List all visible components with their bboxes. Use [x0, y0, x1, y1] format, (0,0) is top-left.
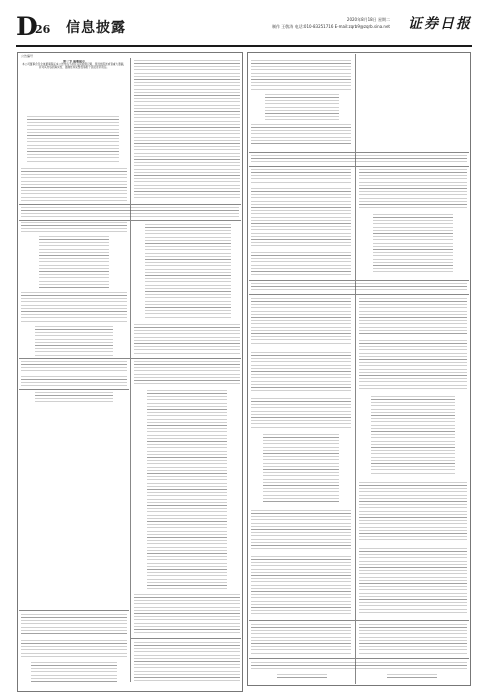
text-block	[134, 324, 240, 356]
issue-date: 2020年8月18日 星期二	[346, 17, 390, 22]
text-block	[359, 548, 467, 614]
text-block	[145, 224, 231, 320]
text-block	[21, 222, 127, 232]
row-divider	[249, 294, 469, 295]
text-block	[251, 352, 351, 392]
text-block	[21, 168, 127, 202]
text-block	[21, 640, 127, 658]
text-block	[251, 624, 351, 654]
text-block	[359, 169, 467, 209]
text-block	[265, 94, 339, 120]
text-block	[251, 252, 351, 276]
page-number: 26	[35, 23, 51, 36]
text-block	[251, 510, 351, 550]
left-column	[17, 52, 243, 692]
text-block	[251, 188, 351, 248]
row-divider	[249, 658, 469, 659]
text-block	[134, 594, 240, 634]
text-block	[251, 124, 351, 146]
row-divider	[19, 610, 129, 611]
text-block	[21, 361, 127, 373]
text-block	[21, 292, 127, 322]
text-block	[263, 434, 339, 504]
column-divider	[130, 58, 131, 682]
text-block	[251, 169, 351, 183]
text-block	[21, 376, 127, 386]
column-divider	[355, 54, 356, 684]
text-block	[359, 298, 467, 334]
row-divider	[131, 638, 241, 639]
text-block	[147, 390, 227, 590]
text-block	[359, 482, 467, 542]
text-block	[39, 236, 109, 288]
doc-tag: 公告编号	[21, 54, 34, 58]
text-block	[251, 298, 351, 346]
masthead	[16, 14, 472, 44]
row-divider	[19, 220, 241, 221]
text-block	[251, 556, 351, 616]
row-divider	[249, 620, 469, 621]
row-divider	[249, 166, 469, 167]
text-block	[35, 326, 113, 356]
notice-text: 本公司董事会及全体董事保证本公告内容不存在任何虚假记载、误导性陈述或者重大遗漏，并对其内容的真实性、准确性和完整性承担个别及连带责任。	[22, 63, 126, 70]
notice-headline: 第一节 重要提示	[62, 60, 86, 63]
text-block	[27, 116, 119, 164]
text-block	[387, 674, 437, 680]
text-block	[277, 674, 327, 680]
text-block	[21, 614, 127, 636]
contact-line: 制作 王敬涛 电话:010-83251716 E-mail:zqrb9@zqrb.sina.net	[272, 24, 390, 29]
text-block	[21, 207, 239, 217]
row-divider	[249, 152, 469, 153]
right-column	[247, 52, 471, 686]
masthead-rule	[16, 45, 472, 47]
newspaper-logo: 证券日报	[408, 16, 472, 32]
text-block	[251, 60, 351, 90]
text-block	[373, 214, 453, 274]
text-block	[359, 340, 467, 390]
row-divider	[19, 389, 129, 390]
notice-block	[21, 60, 127, 114]
text-block	[251, 398, 351, 428]
section-letter: D	[16, 12, 38, 41]
section-title: 信息披露	[66, 20, 126, 36]
text-block	[371, 396, 455, 476]
text-block	[251, 662, 467, 670]
text-block	[35, 392, 113, 402]
text-block	[31, 662, 117, 684]
text-block	[359, 624, 467, 654]
row-divider	[19, 358, 241, 359]
row-divider	[19, 204, 241, 205]
text-block	[134, 642, 240, 682]
text-block	[251, 283, 467, 291]
text-block	[134, 361, 240, 385]
text-block	[251, 155, 467, 163]
row-divider	[249, 280, 469, 281]
text-block	[134, 60, 240, 200]
